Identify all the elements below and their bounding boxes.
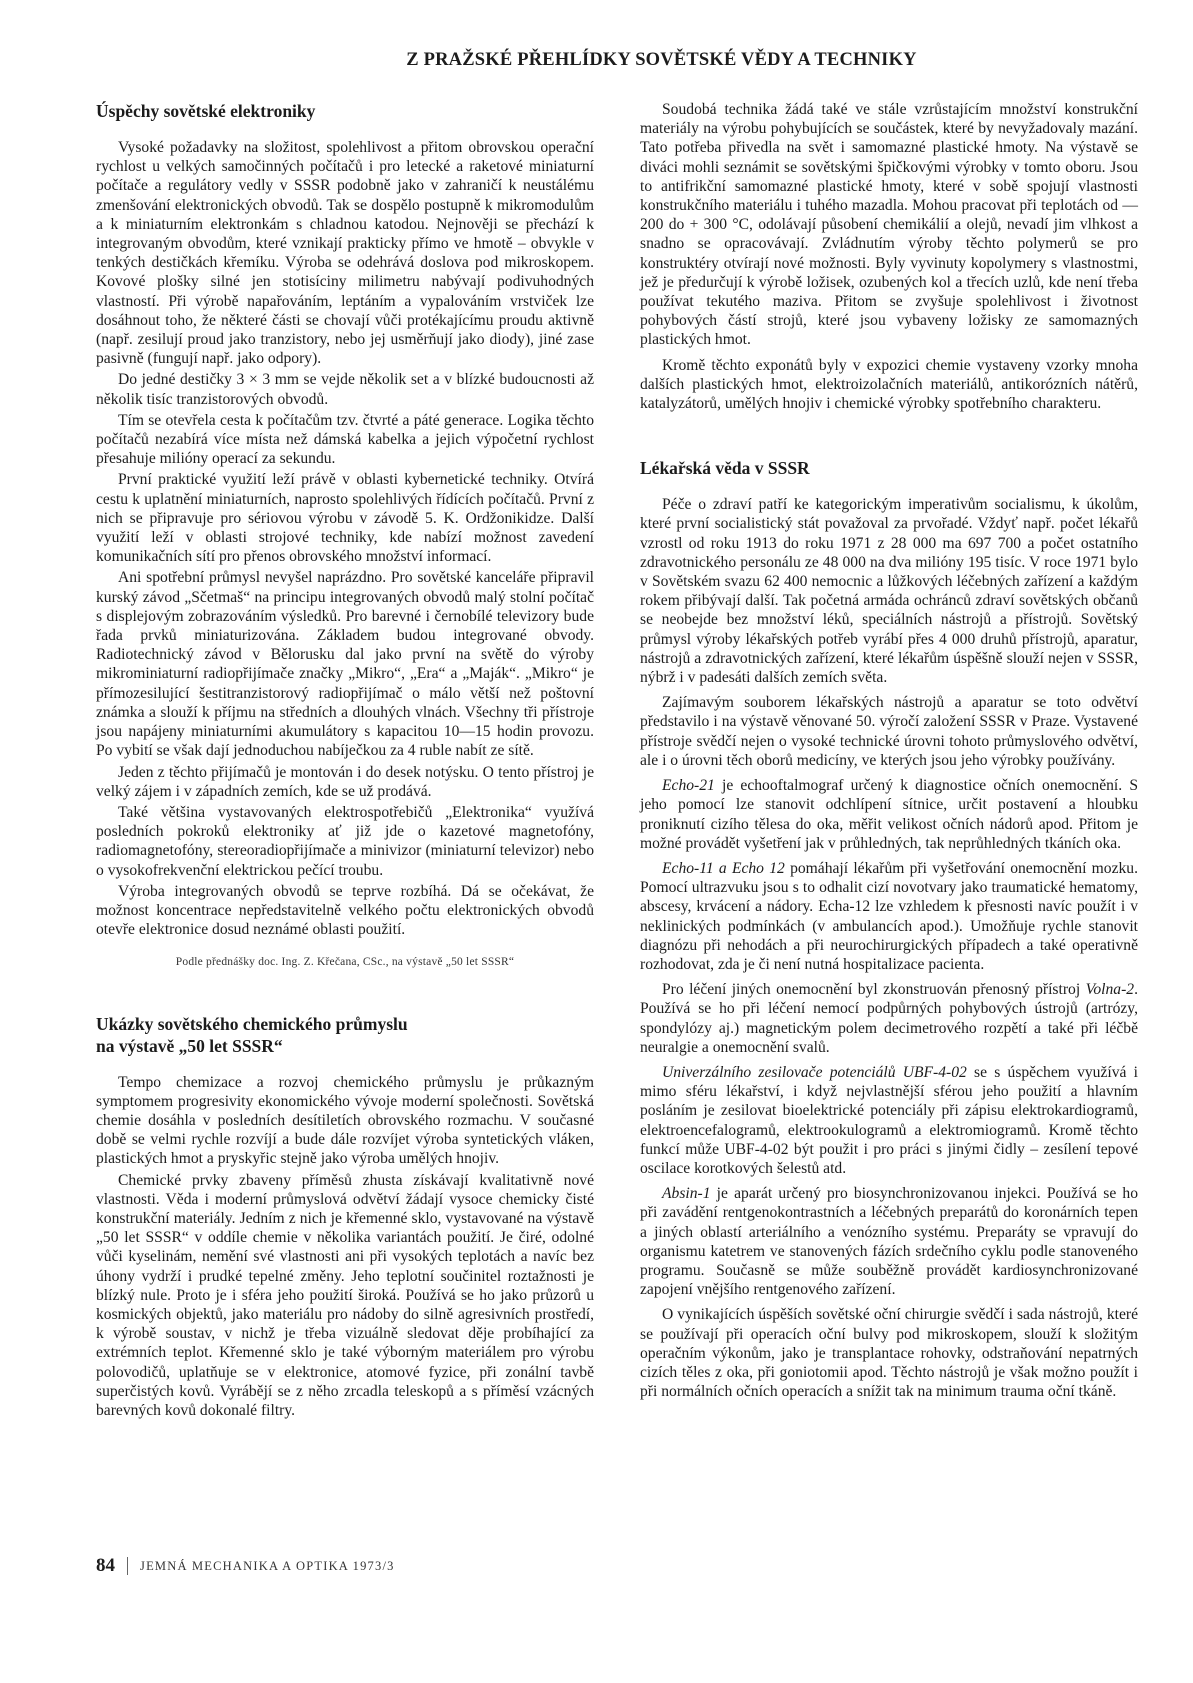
article-title-chemistry — [96, 1013, 594, 1057]
paragraph: O vynikajících úspěších sovětské oční chirurgie svědčí i sada nástrojů, které se používají při operacích oční bulvy pod mikroskopem, slouží k složitým operačním výkonům, jako je transplantace rohovky, odstraňování nepatrných cizích těles z oka, při goniotomii apod. Těchto nástrojů je však možno použít i při normálních očních operacích a snížit tak na minimum trauma oční tkáně. — [640, 1306, 1138, 1401]
paragraph: Výroba integrovaných obvodů se teprve rozbíhá. Dá se očekávat, že možnost koncentrace nepředstavitelně velkého počtu elektronických obvodů otevře elektronice dosud neznámé oblasti použití. — [96, 882, 594, 939]
device-name: Echo-11 a Echo 12 — [662, 859, 785, 877]
paragraph: Tempo chemizace a rozvoj chemického průmyslu je průkazným symptomem progresivity ekonomického vývoje moderní společnosti. Sovětská chemie dosáhla v posledních desítiletích obrovského rozmachu. V současné době se velmi rychle rozvíjí a bude dále rozvíjet výroba syntetických vláken, plastických hmot a pryskyřic stejně jako výroba umělých hnojiv. — [96, 1073, 594, 1168]
paragraph: Tím se otevřela cesta k počítačům tzv. čtvrté a páté generace. Logika těchto počítačů nezabírá více místa než dámská kabelka a jejich výpočetní rychlost přesahuje milióny operací za sekundu. — [96, 411, 594, 468]
device-name: Volna-2 — [1085, 981, 1135, 999]
section-spacer — [640, 413, 1138, 457]
paragraph: Péče o zdraví patří ke kategorickým imperativům socialismu, k úkolům, které první socialistický stát považoval za prvořadé. Vždyť např. počet lékařů vzrostl od roku 1913 do roku 1971 z 28 000 ma 697 700 a počet ostatního zdravotnického personálu ze 48 000 na dva milióny 195 tisíc. V roce 1971 bylo v Sovětském svazu 62 400 nemocnic a lůžkových léčebných zařízení a každým rokem přibývají další. Tak početná armáda ochránců zdraví sovětských občanů se neobejde bez množství léků, speciálních nástrojů a přístrojů. Sovětský průmysl výroby lékařských potřeb vyrábí přes 4 000 druhů přístrojů, aparatur, nástrojů a zdravotnických zařízení, které lékařům úspěšně slouží nejen v SSSR, nýbrž i v padesáti dalších zemích světa. — [640, 496, 1138, 687]
paragraph: Jeden z těchto přijímačů je montován i do desek notýsku. O tento přístroj je velký zájem i v západních zemích, kde se už prodává. — [96, 763, 594, 800]
paragraph: Kromě těchto exponátů byly v expozici chemie vystaveny vzorky mnoha dalších plastických hmot, elektroizolačních materiálů, antikorózních nátěrů, katalyzátorů, umělých hnojiv i chemické výrobky spotřebního charakteru. — [640, 356, 1138, 413]
paragraph: Univerzálního zesilovače potenciálů UBF-4-02 se s úspěchem využívá i mimo sféru lékařství, i když nejvlastnější sférou jeho použití a hlavním posláním je zesilovat bioelektrické potenciály při zápisu elektrokardiogramů, elektroencefalogramů, elektrookulogramů a elektromiogramů. Kromě těchto funkcí může UBF-4-02 být použit i pro práci s jinými čidly – zesílení tepové oscilace korotkových šelestů atd. — [640, 1063, 1138, 1177]
paragraph: Echo-11 a Echo 12 pomáhají lékařům při vyšetřování onemocnění mozku. Pomocí ultrazvuku jsou s to odhalit cizí novotvary jako traumatické hematomy, abscesy, krvácení a nádory. Echa-12 lze vzhledem k přesnosti navíc použít i v neklinických podmínkách (v ambulancích apod.). Umožňuje rychle stanovit diagnózu při nehodách a při neurochirurgických případech a také operativně rozhodovat, zda je či není nutná hospitalizace pacienta. — [640, 859, 1139, 973]
page-footer — [96, 1555, 395, 1577]
journal-name: JEMNÁ MECHANIKA A OPTIKA 1973/3 — [140, 1558, 395, 1573]
paragraph: Vysoké požadavky na složitost, spolehlivost a přitom obrovskou operační rychlost u velkých samočinných počítačů i pro letecké a raketové miniaturní počítače a regulátory vedly v SSSR podobně jako v zahraničí k neustálému zmenšování elektronických obvodů. Tak se dospělo postupně k mikromodulům a k miniaturním elektronkám s chladnou katodou. Nejnověji se přechází k integrovaným obvodům, které vznikají prakticky přímo ve hmotě – obvykle v tenkých destičkách křemíku. Výroba se odehrává doslova pod mikroskopem. Kovové plošky silné jen stotisíciny milimetru nabývají podivuhodných vlastností. Při výrobě napařováním, leptáním a vypalováním vrstviček lze dosáhnout toho, že některé části se chovají vůči protékajícímu proudu aktivně (např. zesilují proud jako tranzistory, nebo jej usměrňují jako diody), jiné zase pasivně (fungují např. jako odpory). — [96, 139, 594, 368]
paragraph: Také většina vystavovaných elektrospotřebičů „Elektronika“ využívá posledních pokroků elektroniky ať již jde o kazetové magnetofóny, radiomagnetofóny, stereoradiopřijímače a minivizor (miniaturní televizor) nebo o vysokofrekvenční elektrickou pečící troubu. — [96, 803, 594, 879]
page-number: 84 — [96, 1555, 115, 1576]
paragraph: Do jedné destičky 3 × 3 mm se vejde několik set a v blízké budoucnosti až několik tisíc tranzistorových obvodů. — [96, 371, 594, 408]
device-name: Absin-1 — [662, 1185, 711, 1203]
left-column — [96, 100, 594, 1420]
paragraph: První praktické využití leží právě v oblasti kybernetické techniky. Otvírá cestu k uplatnění miniaturních, naprosto spolehlivých řídících počítačů. První z nich se připravuje pro sériovou výrobu v závodě 5. K. Ordžonikidze. Další využití leží v oblasti strojové techniky, kde nabízí možnost zavedení komunikačních sítí pro přenos obrovského množství informací. — [96, 471, 594, 566]
device-name: Echo-21 — [662, 777, 715, 795]
article-title-medicine: Lékařská věda v SSSR — [640, 458, 810, 479]
paragraph: Echo-21 je echooftalmograf určený k diagnostice očních onemocnění. S jeho pomocí lze stanovit odchlípení sítnice, určit postavení a hloubku proniknutí cizího tělesa do oka, měřit velikost očních nádorů apod. Přitom je možné provádět vyšetření jak v průhledných, tak neprůhledných tkáních oka. — [640, 777, 1138, 852]
paragraph: Soudobá technika žádá také ve stále vzrůstajícím množství konstrukční materiály na výrobu pohybujících se součástek, které by nevyžadovaly mazání. Tato potřeba přivedla na svět i samomazné plastické hmoty. Na výstavě se diváci mohli seznámit se sovětskými špičkovými výrobky v tomto oboru. Jsou to antifrikční samomazné plastické hmoty, které v sobě spojují vlastnosti konstrukčního materiálu i tuhého mazadla. Mohou pracovat při teplotách od — 200 do + 300 °C, odolávají působení chemikálií a olejů, nevadí jim vlhkost a snadno se opracovávají. Zvládnutím výroby těchto polymerů se pro konstruktéry otvírají nové možnosti. Byly vyvinuty kopolymery s vlastnostmi, jež je předurčují k výrobě ložisek, ozubených kol a třecích uzlů, kde není třeba používat tekutého maziva. Přitom se zvyšuje spolehlivost i životnost pohybových částí strojů, které jsou vybaveny ložisky ze samomazných plastických hmot. — [640, 101, 1138, 349]
title-line-1: Ukázky sovětského chemického průmyslu — [96, 1013, 408, 1034]
source-attribution: Podle přednášky doc. Ing. Z. Křečana, CSc., na výstavě „50 let SSSR“ — [175, 956, 515, 969]
footer-divider — [127, 1557, 128, 1575]
paragraph: Pro léčení jiných onemocnění byl zkonstruován přenosný přístroj Volna-2. Používá se ho při léčení nemocí podpůrných pohybových ústrojů (artrózy, spondylózy aj.) magnetickým polem decimetrového rozpětí a také při léčbě neuralgie a onemocnění svalů. — [640, 981, 1138, 1056]
title-line-2: na výstavě „50 let SSSR“ — [96, 1035, 283, 1056]
paragraph: Chemické prvky zbaveny příměsů zhusta získávají kvalitativně nové vlastnosti. Věda i moderní průmyslová odvětví žádají vysoce chemicky čisté konstrukční materiály. Jedním z nich je křemenné sklo, vystavované na výstavě „50 let SSSR“ v oddíle chemie v několika variantách použití. Je čiré, odolné vůči kyselinám, nemění své vlastnosti ani při vysokých teplotách a navíc bez úhony vydrží i prudké tepelné změny. Jeho teplotní součinitel roztažnosti je blízký nule. Proto je i sféra jeho použití široká. Používá se ho jako průzorů u kosmických objektů, jako materiálu pro nádoby do silně agresivních prostředí, k výrobě soustav, v nichž je třeba vizuálně sledovat děje probíhající za extrémních teplot. Křemenné sklo je také výborným materiálem pro výrobu polovodičů, uplatňuje se v elektronice, atomové fyzice, při zonální tavbě superčistých kovů. Vyrábějí se z něho zrcadla teleskopů a s příměsí vzácných barevných kovů dokonalé filtry. — [96, 1171, 594, 1419]
right-column — [640, 100, 1138, 1401]
paragraph: Absin-1 je aparát určený pro biosynchronizovanou injekci. Používá se ho při zavádění rentgenokontrastních a léčebných preparátů do koronárních tepen a jiných oblastí arteriálního a venózního systému. Preparáty se vpravují do organismu katetrem ve stanovených fázích srdečního cyklu podle stanoveného programu. Současně se může souběžně provádět kardiosynchronizované zapojení vnějšího rentgenového zařízení. — [640, 1185, 1138, 1299]
paragraph: Zajímavým souborem lékařských nástrojů a aparatur se toto odvětví představilo i na výstavě věnované 50. výročí založení SSSR v Praze. Vystavené přístroje svědčí nejen o vysoké technické úrovni tohoto průmyslového odvětví, ale i o úrovni těch oborů medicíny, ve kterých jsou jeho výrobky používány. — [640, 694, 1138, 769]
paragraph: Ani spotřební průmysl nevyšel naprázdno. Pro sovětské kanceláře připravil kurský závod „Sčetmaš“ na principu integrovaných obvodů malý stolní počítač s displejovým zobrazováním výsledků. Pro barevné i černobílé televizory bude řada prvků miniaturizována. Základem budou integrované obvody. Radiotechnický závod v Bělorusku dal jako první na světě do výroby mikrominiaturní radiopřijímače značky „Mikro“, „Era“ a „Maják“. „Mikro“ je přímozesilující šestitranzistorový radiopřijímač o málo větší než poštovní známka a slouží k příjmu na středních a dlouhých vlnách. Všechny tři přístroje jsou napájeny miniaturními akumulátory s kapacitou 10—15 hodin provozu. Po vybití se však dají jednoduchou nabíječkou za 4 ruble nabít ze sítě. — [96, 569, 594, 760]
running-header: Z PRAŽSKÉ PŘEHLÍDKY SOVĚTSKÉ VĚDY A TECHNIKY — [406, 50, 917, 70]
article-title-electronics: Úspěchy sovětské elektroniky — [96, 101, 316, 121]
device-name: Univerzálního zesilovače potenciálů UBF-4-02 — [662, 1063, 967, 1081]
